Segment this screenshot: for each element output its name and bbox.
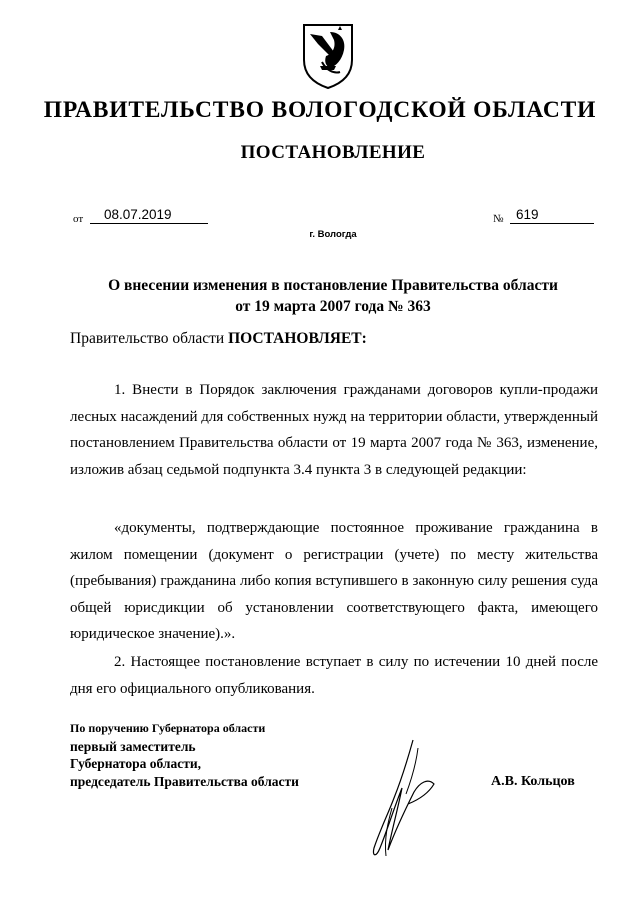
date-prefix: от	[73, 213, 84, 225]
paragraph-1: 1. Внести в Порядок заключения гражданами договоров купли-продажи лесных насаждений для собственных нужд на территории области, утвержденный постановлением Правительства области от 19 марта 2007 года № 363, изменение, изложив абзац седьмой подпункта 3.4 пункта 3 в следующей редакции:	[70, 382, 598, 478]
signatory-title	[70, 720, 299, 790]
number-prefix: №	[493, 213, 504, 225]
signatory-line-1: По поручению Губернатора области	[70, 721, 266, 735]
signatory-line-4: председатель Правительства области	[70, 773, 299, 789]
organization-title: ПРАВИТЕЛЬСТВО ВОЛОГОДСКОЙ ОБЛАСТИ	[43, 97, 597, 123]
date-underline	[90, 223, 208, 224]
subject-line-2: от 19 марта 2007 года № 363	[235, 298, 431, 315]
decrees-prefix: Правительство области	[70, 330, 225, 347]
subject-line-1: О внесении изменения в постановление Правительства области	[108, 277, 558, 294]
handwritten-signature-icon	[358, 738, 468, 863]
decrees-line	[70, 330, 367, 348]
quoted-amendment: «документы, подтверждающие постоянное проживание гражданина в жилом помещении (документ о регистрации (учете) по месту жительства (пребывания) гражданина либо копия вступившего в законную силу решения суда общей юрисдикции об установлении соответствующего факта, имеющего юридическое значение).».	[70, 520, 598, 642]
decrees-word: ПОСТАНОВЛЯЕТ:	[228, 330, 367, 347]
document-type: ПОСТАНОВЛЕНИЕ	[240, 142, 426, 163]
signatory-name: А.В. Кольцов	[491, 774, 575, 789]
number-underline	[510, 223, 594, 224]
paragraph-2: 2. Настоящее постановление вступает в силу по истечении 10 дней после дня его официального опубликования.	[70, 654, 598, 697]
signatory-line-2: первый заместитель	[70, 738, 196, 754]
city: г. Вологда	[309, 229, 357, 240]
document-number: 619	[516, 207, 539, 222]
document-subject	[0, 275, 640, 317]
signatory-line-3: Губернатора области,	[70, 756, 201, 771]
vologda-coat-of-arms-icon	[300, 22, 356, 90]
document-date: 08.07.2019	[104, 207, 172, 222]
